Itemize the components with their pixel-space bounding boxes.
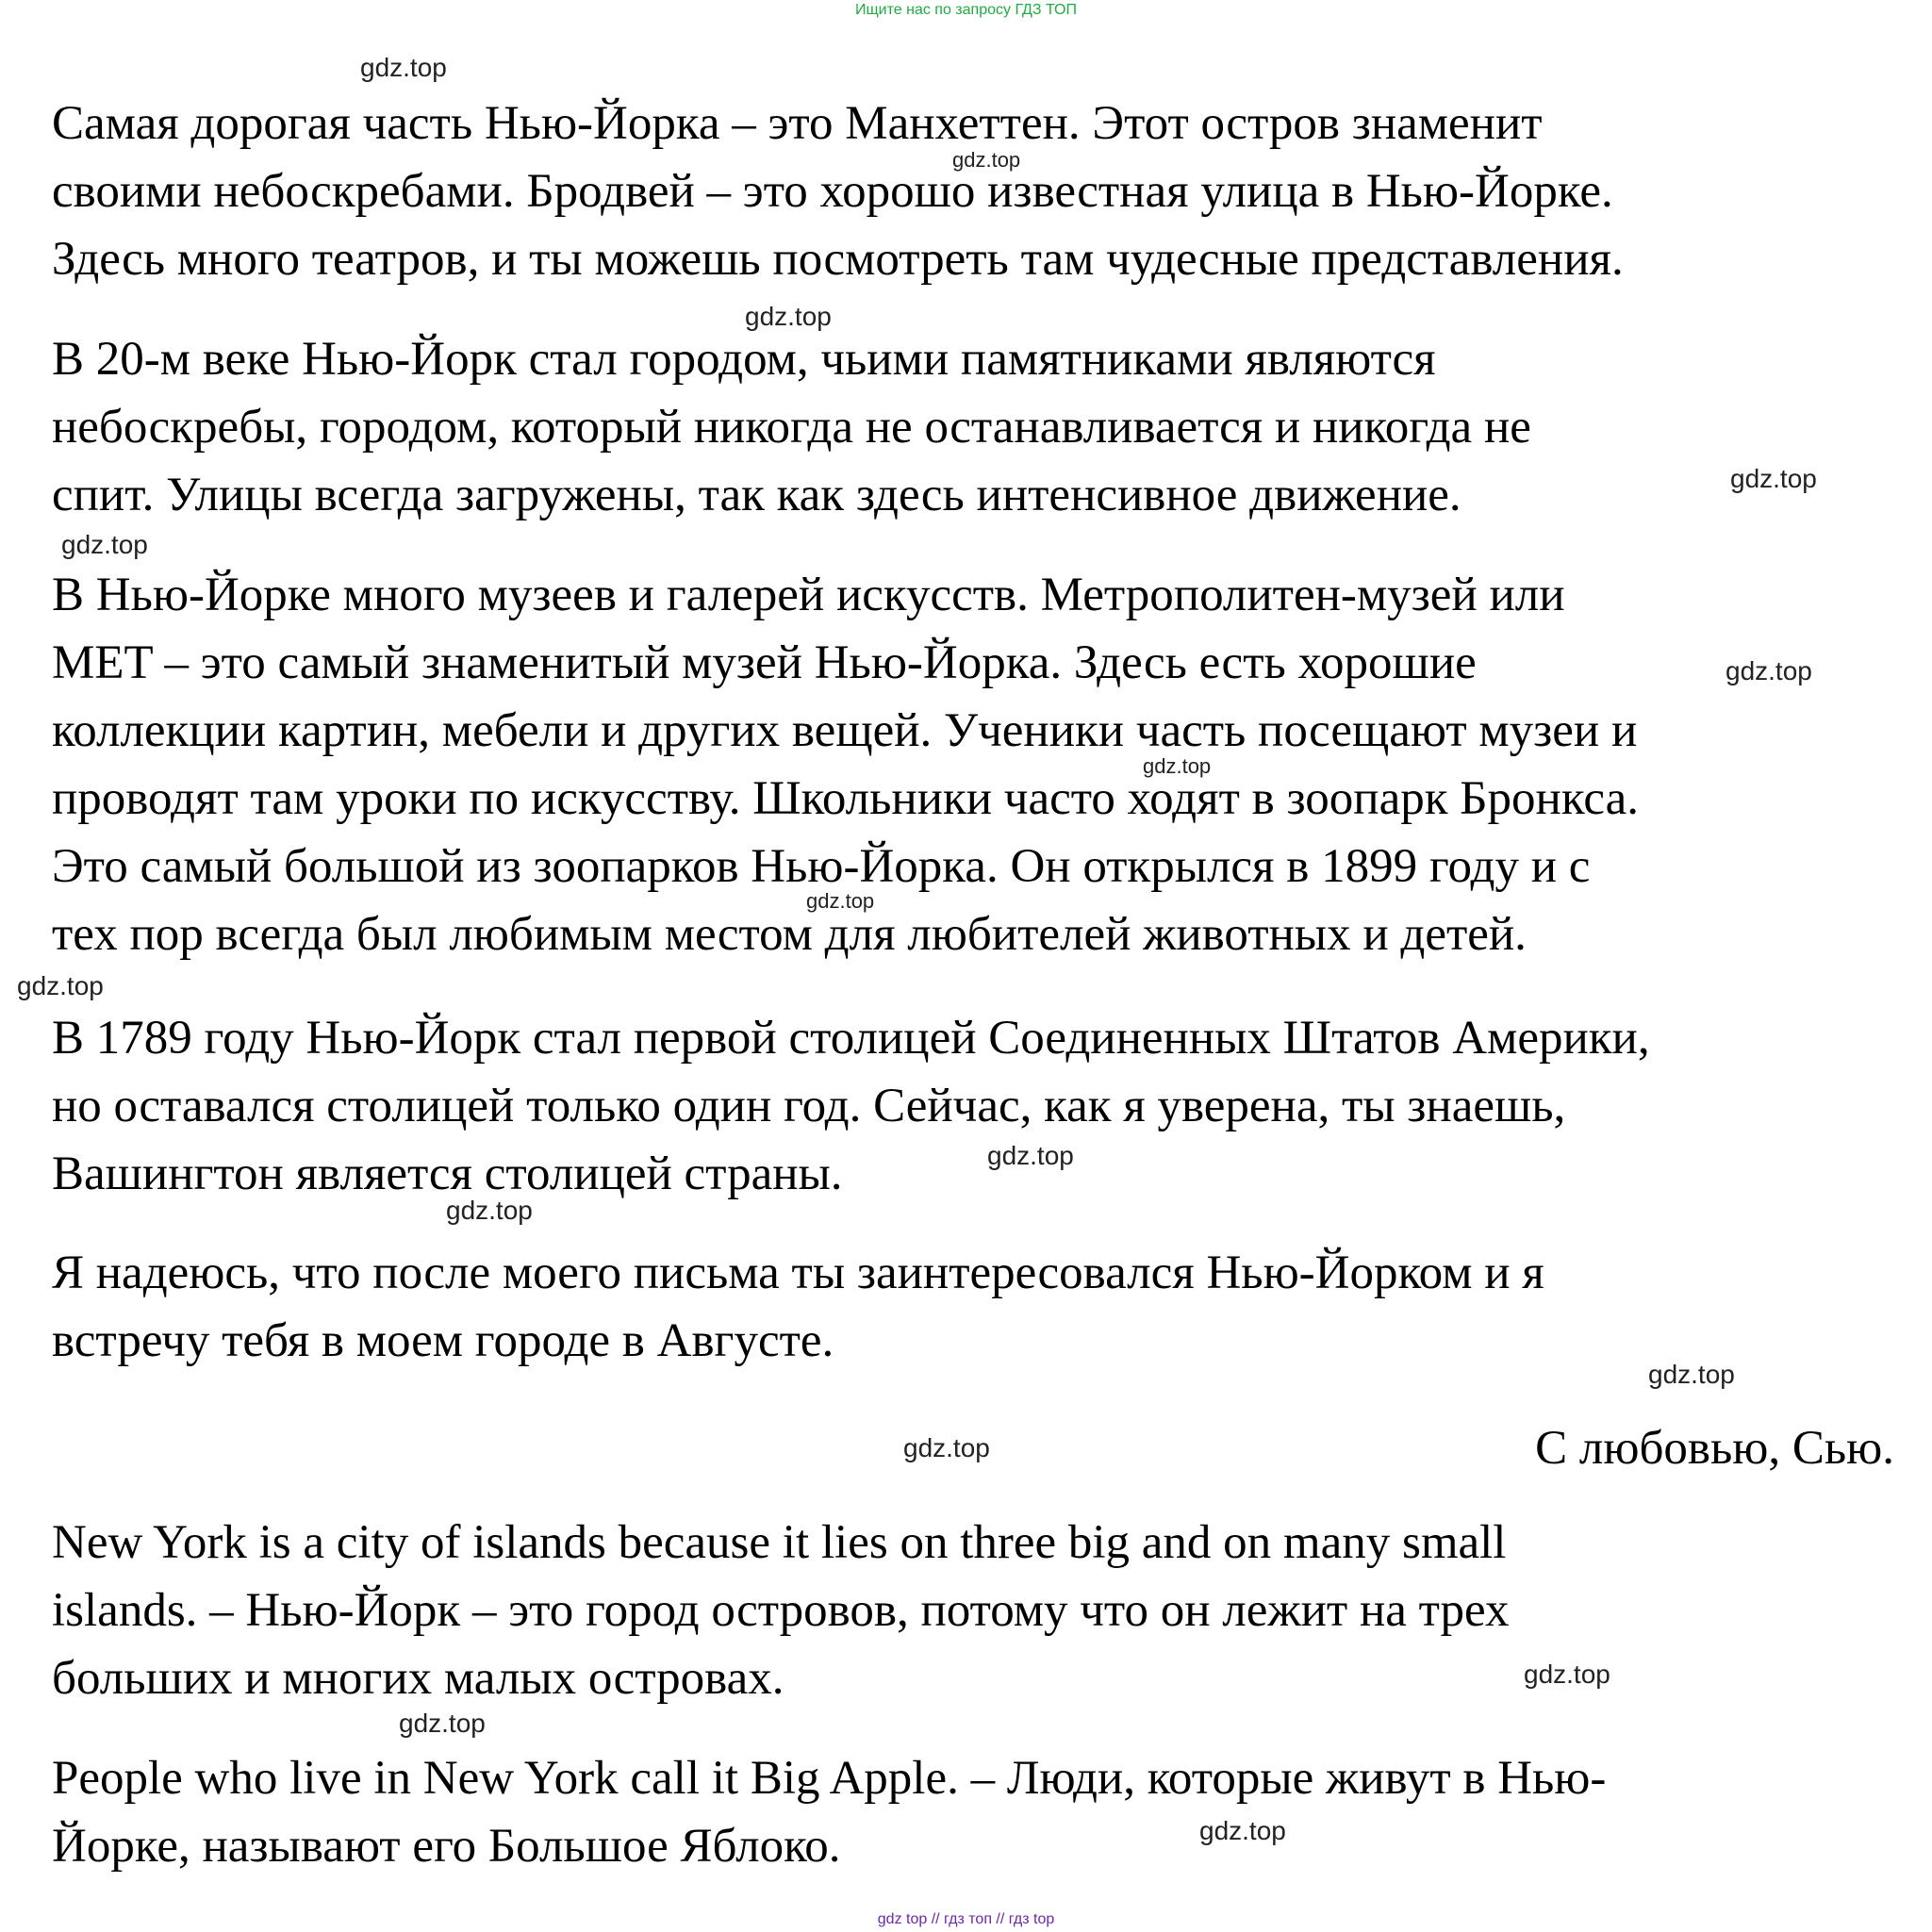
paragraph-islands: New York is a city of islands because it lies on three big and on many small islands. – Нью-Йорк – это город островов, потому что он лежит на трех больших и многих малых островах. [52, 1516, 1510, 1705]
paragraph-capital: В 1789 году Нью-Йорк стал первой столицей Соединенных Штатов Америки, но оставался столицей только один год. Сейчас, как я уверена, ты знаешь, Вашингтон является столицей страны. [52, 1012, 1650, 1200]
paragraph-museums: В Нью-Йорке много музеев и галерей искусств. Метрополитен-музей или MET – это самый знаменитый музей Нью-Йорка. Здесь есть хорошие коллекции картин, мебели и других вещей. Ученики часть посещают музеи и проводят там уроки по искусству. Школьники часто ходят в зоопарк Бронкса. Это самый большой из зоопарков Нью-Йорка. Он открылся в 1899 году и с тех пор всегда был любимым местом для любителей животных и детей. [52, 569, 1639, 961]
watermark: gdz.top [1199, 1816, 1286, 1845]
paragraph-manhattan: Самая дорогая часть Нью-Йорка – это Манхеттен. Этот остров знаменит своими небоскребами. Бродвей – это хорошо известная улица в Нью-Йорке. Здесь много театров, и ты можешь посмотреть там чудесные представления. [52, 97, 1624, 286]
footer-banner: gdz top // гдз топ // гдз top [877, 1911, 1055, 1927]
watermark: gdz.top [903, 1433, 990, 1462]
watermark: gdz.top [806, 889, 875, 913]
watermark: gdz.top [745, 302, 832, 331]
paragraph-20th-century: В 20-м веке Нью-Йорк стал городом, чьими памятниками являются небоскребы, городом, который никогда не останавливается и никогда не спит. Улицы всегда загружены, так как здесь интенсивное движение. [52, 333, 1531, 521]
watermark: gdz.top [1143, 754, 1212, 778]
watermark: gdz.top [987, 1141, 1074, 1170]
watermark: gdz.top [61, 530, 148, 559]
watermark: gdz.top [360, 53, 447, 82]
top-banner: Ищите нас по запросу ГДЗ ТОП [855, 2, 1077, 18]
watermark: gdz.top [1730, 464, 1817, 493]
signature: С любовью, Сью. [1535, 1422, 1894, 1475]
paragraph-big-apple: People who live in New York call it Big Apple. – Люди, которые живут в Нью- Йорке, называют его Большое Яблоко. [52, 1752, 1607, 1873]
watermark: gdz.top [1524, 1660, 1610, 1689]
watermark: gdz.top [446, 1196, 533, 1225]
watermark: gdz.top [1726, 656, 1812, 685]
watermark: gdz.top [1648, 1360, 1735, 1389]
watermark: gdz.top [17, 971, 104, 1000]
paragraph-closing: Я надеюсь, что после моего письма ты заинтересовался Нью-Йорком и я встречу тебя в моем городе в Августе. [52, 1247, 1544, 1367]
watermark: gdz.top [952, 148, 1021, 172]
watermark: gdz.top [399, 1709, 486, 1738]
